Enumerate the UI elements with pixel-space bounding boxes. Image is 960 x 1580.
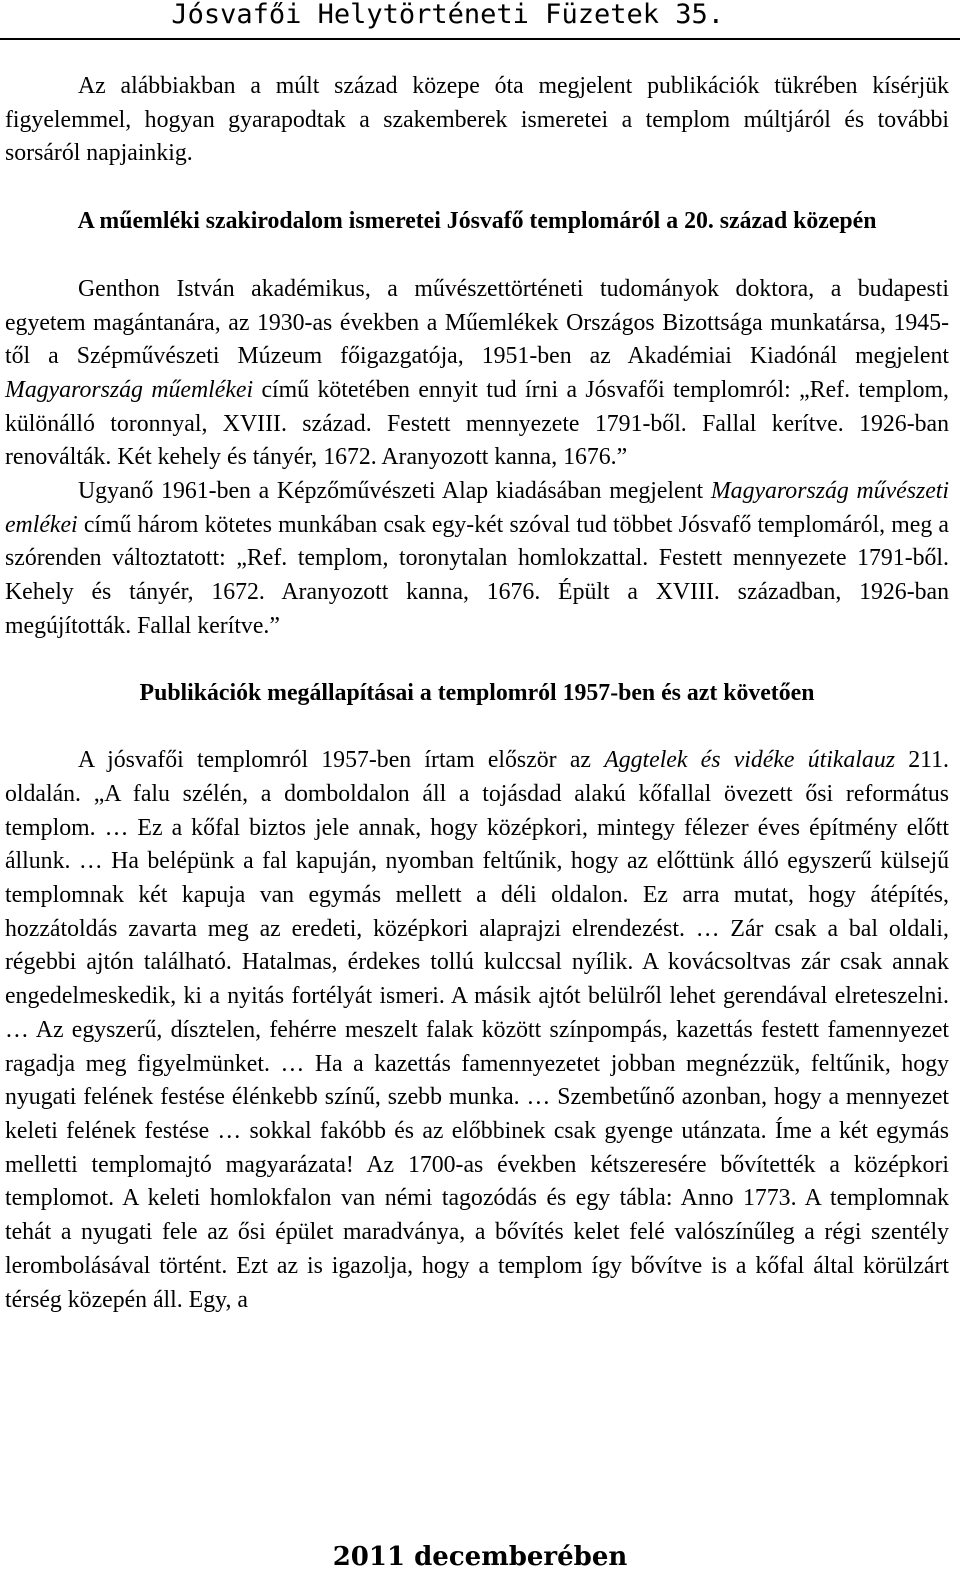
paragraph-genthon	[5, 273, 949, 475]
paragraph-1957	[5, 744, 949, 1317]
paragraph-text: című kötetében ennyit tud írni a Jósvafői templomról: „Ref. templom, különálló toronnyal, XVIII. század. Festett mennyezete 1791-ből. Fallal kerítve. 1926-ban renoválták. Két kehely és tányér, 1672. Aranyozott kanna, 1676.”	[5, 376, 949, 471]
paragraph-text: Genthon István akadémikus, a művészettörténeti tudományok doktora, a budapesti egyetem magántanára, az 1930-as években a Műemlékek Országos Bizottsága munkatársa, 1945-től a Szépművészeti Múzeum főigazgatója, 1951-ben az Akadémiai Kiadónál megjelent	[5, 275, 949, 370]
section-heading-1: A műemléki szakirodalom ismeretei Jósvafő templomáról a 20. század közepén	[77, 208, 877, 235]
book-title: Aggtelek és vidéke útikalauz	[604, 747, 895, 774]
document-body	[5, 70, 949, 1317]
book-title: Magyarország műemlékei	[5, 376, 254, 403]
section-heading-2: Publikációk megállapításai a templomról 1957-ben és azt követően	[139, 679, 815, 706]
paragraph-text: című három kötetes munkában csak egy-két szóval tud többet Jósvafő templomáról, meg a szórenden változtatott: „Ref. templom, toronytalan homlokzattal. Festett mennyezete 1791-ből. Kehely és tányér, 1672. Aranyozott kanna, 1676. Épült a XVIII. században, 1926-ban megújították. Fallal kerítve.”	[5, 511, 949, 639]
intro-paragraph: Az alábbiakban a múlt század közepe óta megjelent publikációk tükrében kísérjük figyelemmel, hogyan gyarapodtak a szakemberek ismeretei a templom múltjáról és további sorsáról napjainkig.	[5, 73, 949, 167]
paragraph-text: 211. oldalán. „A falu szélén, a domboldalon áll a tojásdad alakú kőfallal övezett ősi református templom. … Ez a kőfal biztos jele annak, hogy középkori, mintegy félezer éves építmény előtt állunk. … Ha belépünk a fal kapuján, nyomban feltűnik, hogy az előttünk álló egyszerű külsejű templomnak két kapuja van egymás mellett a déli oldalon. Ez arra mutat, hogy átépítés, hozzátoldás zavarta meg az eredeti, középkori alaprajzi elrendezést. … Zár csak a bal oldali, régebbi ajtón található. Hatalmas, érdekes tollú kulccsal nyílik. A kovácsoltvas zár csak annak engedelmeskedik, ki a nyitás fortélyát ismeri. A másik ajtót belülről lehet gerendával elreteszelni. … Az egyszerű, dísztelen, fehérre meszelt falak között színpompás, kazettás festett famennyezet ragadja meg figyelmünket. … Ha a kazettás famennyezetet jobban megnézzük, feltűnik, hogy nyugati felének festése élénkebb színű, szebb munka. … Szembetűnő azonban, hogy a mennyezet keleti felének festése … sokkal fakóbb és az előbbinek csak gyenge utánzata. Íme a két egymás melletti templomajtó magyarázata! Az 1700-as években kétszeresére bővítették a középkori templomot. A keleti homlokfalon van némi tagozódás és egy tábla: Anno 1773. A templomnak tehát a nyugati fele az ősi épület maradványa, a bővítés kelet felé valószínűleg a régi szentély lerombolásával történt. Ezt az is igazolja, hogy a templom így bővítve is a kőfal által körülzárt térség közepén áll. Egy, a	[5, 747, 949, 1313]
paragraph-ugyano	[5, 475, 949, 644]
book-title: Magyarország művészeti emlékei	[5, 478, 950, 538]
paragraph-text: A jósvafői templomról 1957-ben írtam először az	[78, 747, 605, 774]
page-footer: 2011 decemberében	[332, 1542, 628, 1572]
header-title: Jósvafői Helytörténeti Füzetek 35.	[171, 0, 724, 30]
running-header	[0, 0, 960, 40]
paragraph-text: Ugyanő 1961-ben a Képzőművészeti Alap kiadásában megjelent	[78, 478, 711, 505]
